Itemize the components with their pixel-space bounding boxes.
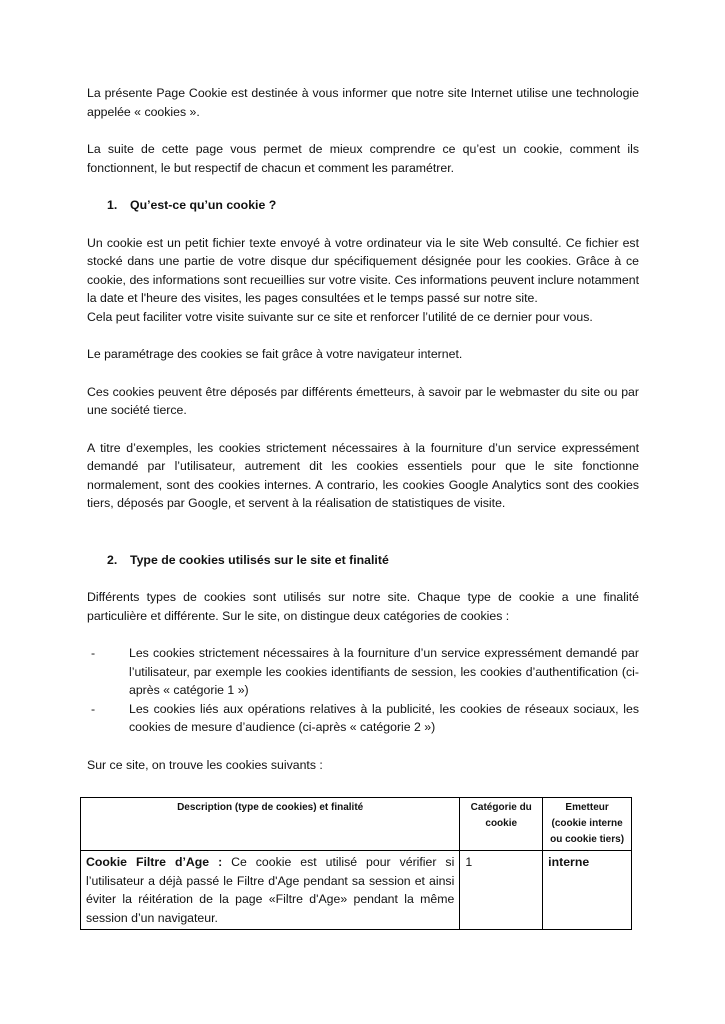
section-1-paragraph-1b: Cela peut faciliter votre visite suivante sur ce site et renforcer l’utilité de ce dernier pour vous. <box>87 309 593 324</box>
cookie-name: Cookie Filtre d’Age : <box>86 855 223 869</box>
intro-paragraph-2: La suite de cette page vous permet de mieux comprendre ce qu’est un cookie, comment ils fonctionnent, le but respectif de chacun et comment les paramétrer. <box>87 142 639 175</box>
section-2-title: Type de cookies utilisés sur le site et finalité <box>130 552 389 567</box>
section-1-title: Qu’est-ce qu’un cookie ? <box>130 198 277 212</box>
section-1-paragraph-3: Ces cookies peuvent être déposés par différents émetteurs, à savoir par le webmaster du site ou par une société tierce. <box>87 384 639 417</box>
section-2-paragraph-2: Sur ce site, on trouve les cookies suivants : <box>87 757 323 772</box>
section-2-heading <box>87 551 639 570</box>
intro-paragraph-1: La présente Page Cookie est destinée à vous informer que notre site Internet utilise une technologie appelée « cookies ». <box>87 86 639 119</box>
cell-description <box>81 851 460 930</box>
section-1-paragraph-1: Un cookie est un petit fichier texte envoyé à votre ordinateur via le site Web consulté. Ce fichier est stocké dans une partie de votre disque dur spécifiquement désignée pour les cookies. Grâce à ce cookie, des informations sont recueillies sur votre visite. Ces informations peuvent inclure notamment la date et l'heure des visites, les pages consultées et le temps passé sur notre site. <box>87 235 639 305</box>
section-1-paragraph-2: Le paramétrage des cookies se fait grâce à votre navigateur internet. <box>87 347 463 361</box>
cell-category: 1 <box>460 851 543 930</box>
category-list <box>87 644 639 737</box>
table-header-row <box>81 798 632 851</box>
list-item-text: Les cookies strictement nécessaires à la fourniture d’un service expressément demandé par l’utilisateur, par exemple les cookies identifiants de session, les cookies d’authentification (ci-après « catégorie 1 ») <box>129 646 639 697</box>
header-description: Description (type de cookies) et finalité <box>81 798 460 851</box>
list-item <box>87 644 639 700</box>
section-1-paragraph-4: A titre d’exemples, les cookies strictement nécessaires à la fourniture d’un service expressément demandé par l’utilisateur, autrement dit les cookies essentiels pour que le site fonctionne normalement, sont des cookies internes. A contrario, les cookies Google Analytics sont des cookies tiers, déposés par Google, et servent à la réalisation de statistiques de visite. <box>87 440 639 510</box>
section-2-number: 2. <box>107 552 118 567</box>
section-2-paragraph-1: Différents types de cookies sont utilisés sur notre site. Chaque type de cookie a une finalité particulière et différente. Sur le site, on distingue deux catégories de cookies : <box>87 590 639 623</box>
cell-emitter: interne <box>543 851 632 930</box>
list-dash: - <box>91 646 96 660</box>
cookies-table <box>80 797 632 930</box>
list-dash: - <box>91 701 96 716</box>
list-item-text: Les cookies liés aux opérations relatives à la publicité, les cookies de réseaux sociaux, les cookies de mesure d’audience (ci-après « catégorie 2 ») <box>129 701 639 734</box>
header-emitter: Emetteur (cookie interne ou cookie tiers) <box>543 798 632 851</box>
section-1-heading <box>87 196 639 215</box>
table-row <box>81 851 632 930</box>
document-page <box>87 84 639 774</box>
cookie-description: Ce cookie est utilisé pour vérifier si l’utilisateur a déjà passé le Filtre d'Age pendant sa session et ainsi éviter la réitération de la page «Filtre d'Age» pendant la même session d’un navigateur. <box>86 855 455 925</box>
header-category: Catégorie du cookie <box>460 798 543 851</box>
list-item <box>87 700 639 737</box>
section-1-number: 1. <box>107 198 118 212</box>
